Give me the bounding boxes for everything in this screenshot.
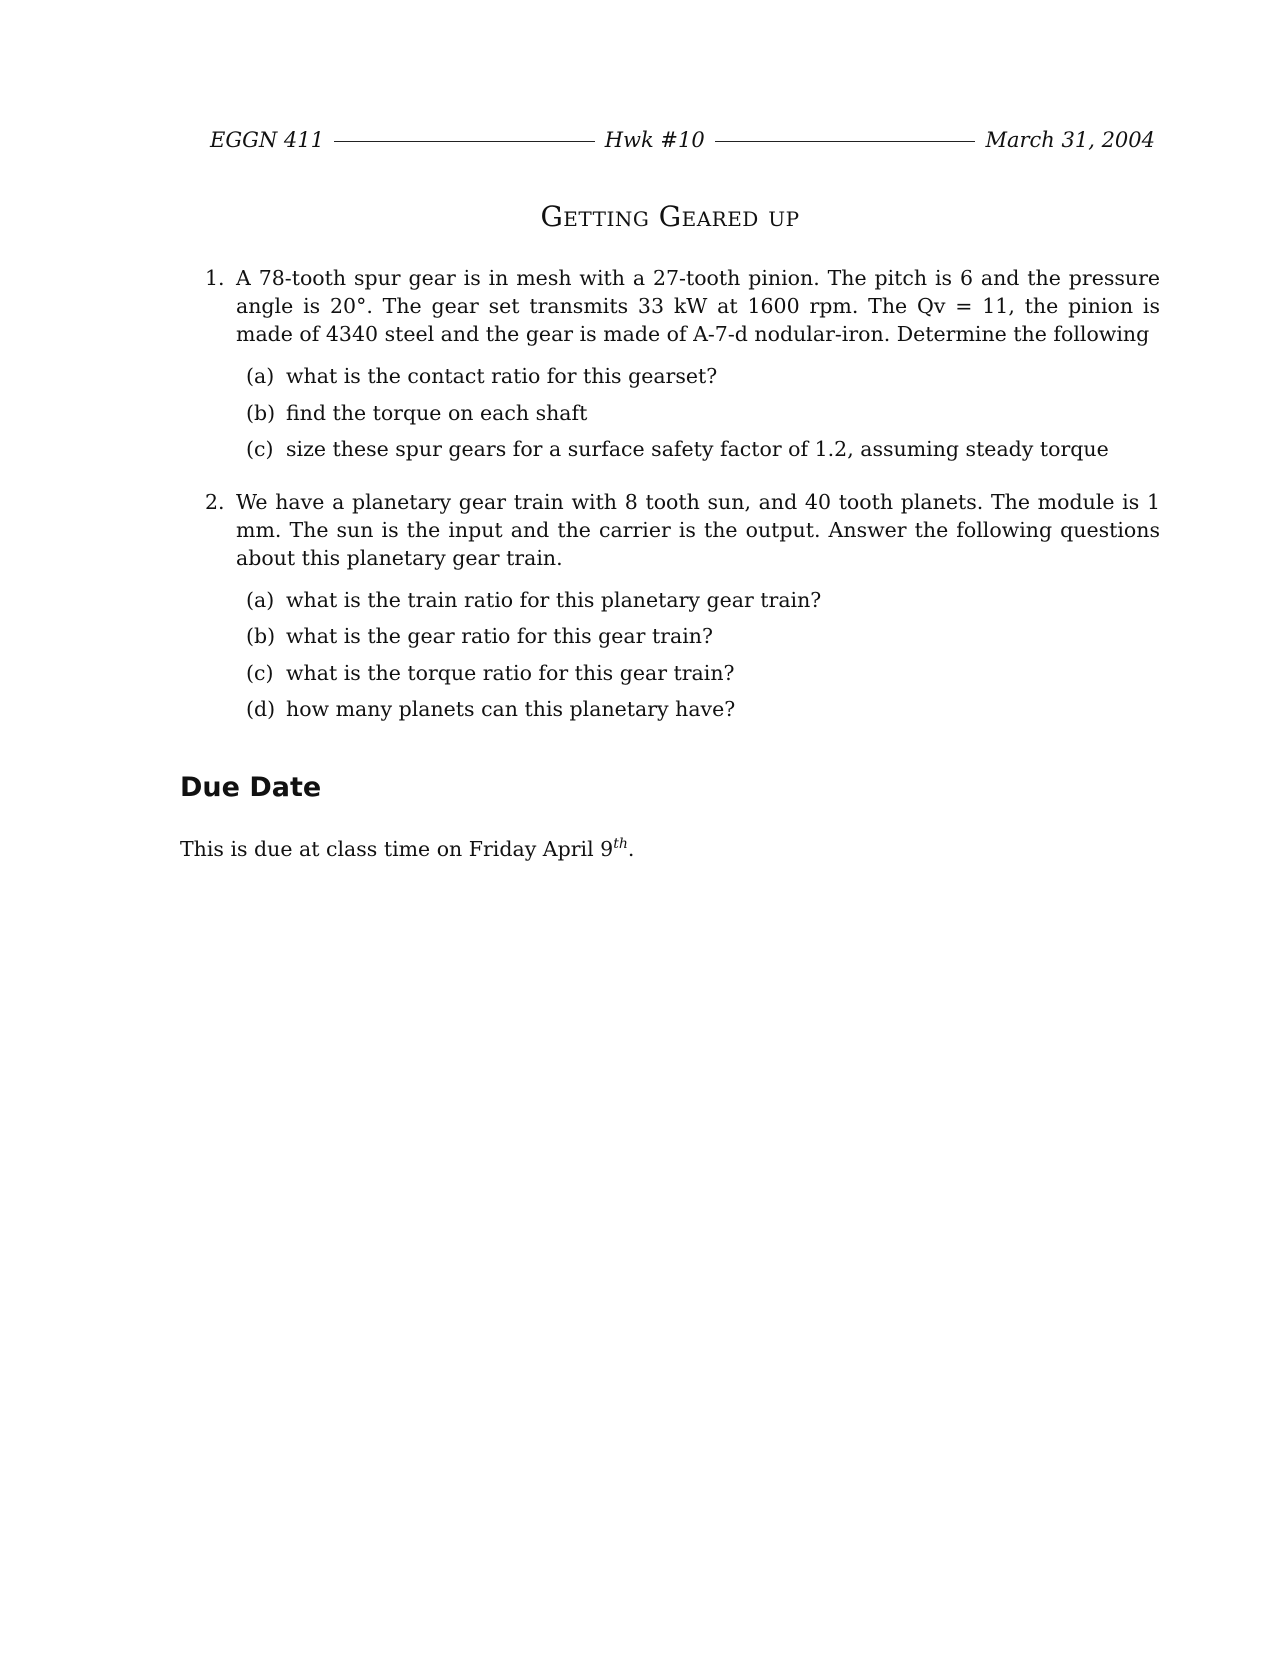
problem-parts — [236, 362, 1160, 463]
part-text: size these spur gears for a surface safety factor of 1.2, assuming steady torque — [286, 437, 1109, 461]
problem-number: 2. — [205, 489, 225, 514]
part-item — [246, 399, 1160, 427]
part-text: what is the contact ratio for this gearset? — [286, 364, 718, 388]
problem-parts — [236, 586, 1160, 724]
part-text: what is the torque ratio for this gear train? — [286, 660, 735, 685]
part-text: find the torque on each shaft — [286, 400, 588, 425]
course-code: EGGN 411 — [210, 128, 325, 152]
part-label: (a) — [246, 587, 275, 612]
header-rule-right — [715, 141, 976, 142]
part-item — [246, 659, 1160, 687]
problem-2 — [205, 488, 1160, 732]
document-title: Getting Geared up — [540, 200, 800, 233]
part-item — [246, 586, 1160, 614]
problem-list — [205, 264, 1160, 748]
part-label: (a) — [246, 364, 275, 388]
header-rule-left — [334, 141, 595, 142]
problem-number: 1. — [205, 266, 225, 290]
part-text: how many planets can this planetary have? — [286, 697, 736, 721]
assignment-number: Hwk #10 — [604, 128, 705, 152]
due-superscript: th — [613, 836, 628, 852]
problem-text: We have a planetary gear train with 8 tooth sun, and 40 tooth planets. The module is 1 mm. The sun is the input and the carrier is the output. Answer the following questions about this planetary gear train. — [236, 489, 1160, 570]
due-date-heading: Due Date — [180, 772, 322, 803]
part-text: what is the train ratio for this planetary gear train? — [286, 587, 822, 612]
part-label: (b) — [246, 624, 276, 648]
part-item — [246, 435, 1160, 463]
part-item — [246, 362, 1160, 390]
part-item — [246, 695, 1160, 723]
due-date-text: This is due at class time on Friday April 9th. — [180, 836, 635, 861]
part-label: (c) — [246, 660, 274, 685]
header-date: March 31, 2004 — [985, 128, 1156, 152]
part-label: (c) — [246, 437, 274, 461]
part-label: (d) — [246, 697, 276, 721]
part-item — [246, 622, 1160, 650]
page-header — [210, 128, 1155, 152]
problem-text: A 78-tooth spur gear is in mesh with a 27-tooth pinion. The pitch is 6 and the pressure angle is 20°. The gear set transmits 33 kW at 1600 rpm. The Qv = 11, the pinion is made of 4340 steel and the gear is made of A-7-d nodular-iron. Determine the following — [236, 266, 1160, 346]
part-text: what is the gear ratio for this gear train? — [286, 624, 713, 648]
part-label: (b) — [246, 400, 276, 425]
problem-1 — [205, 264, 1160, 472]
